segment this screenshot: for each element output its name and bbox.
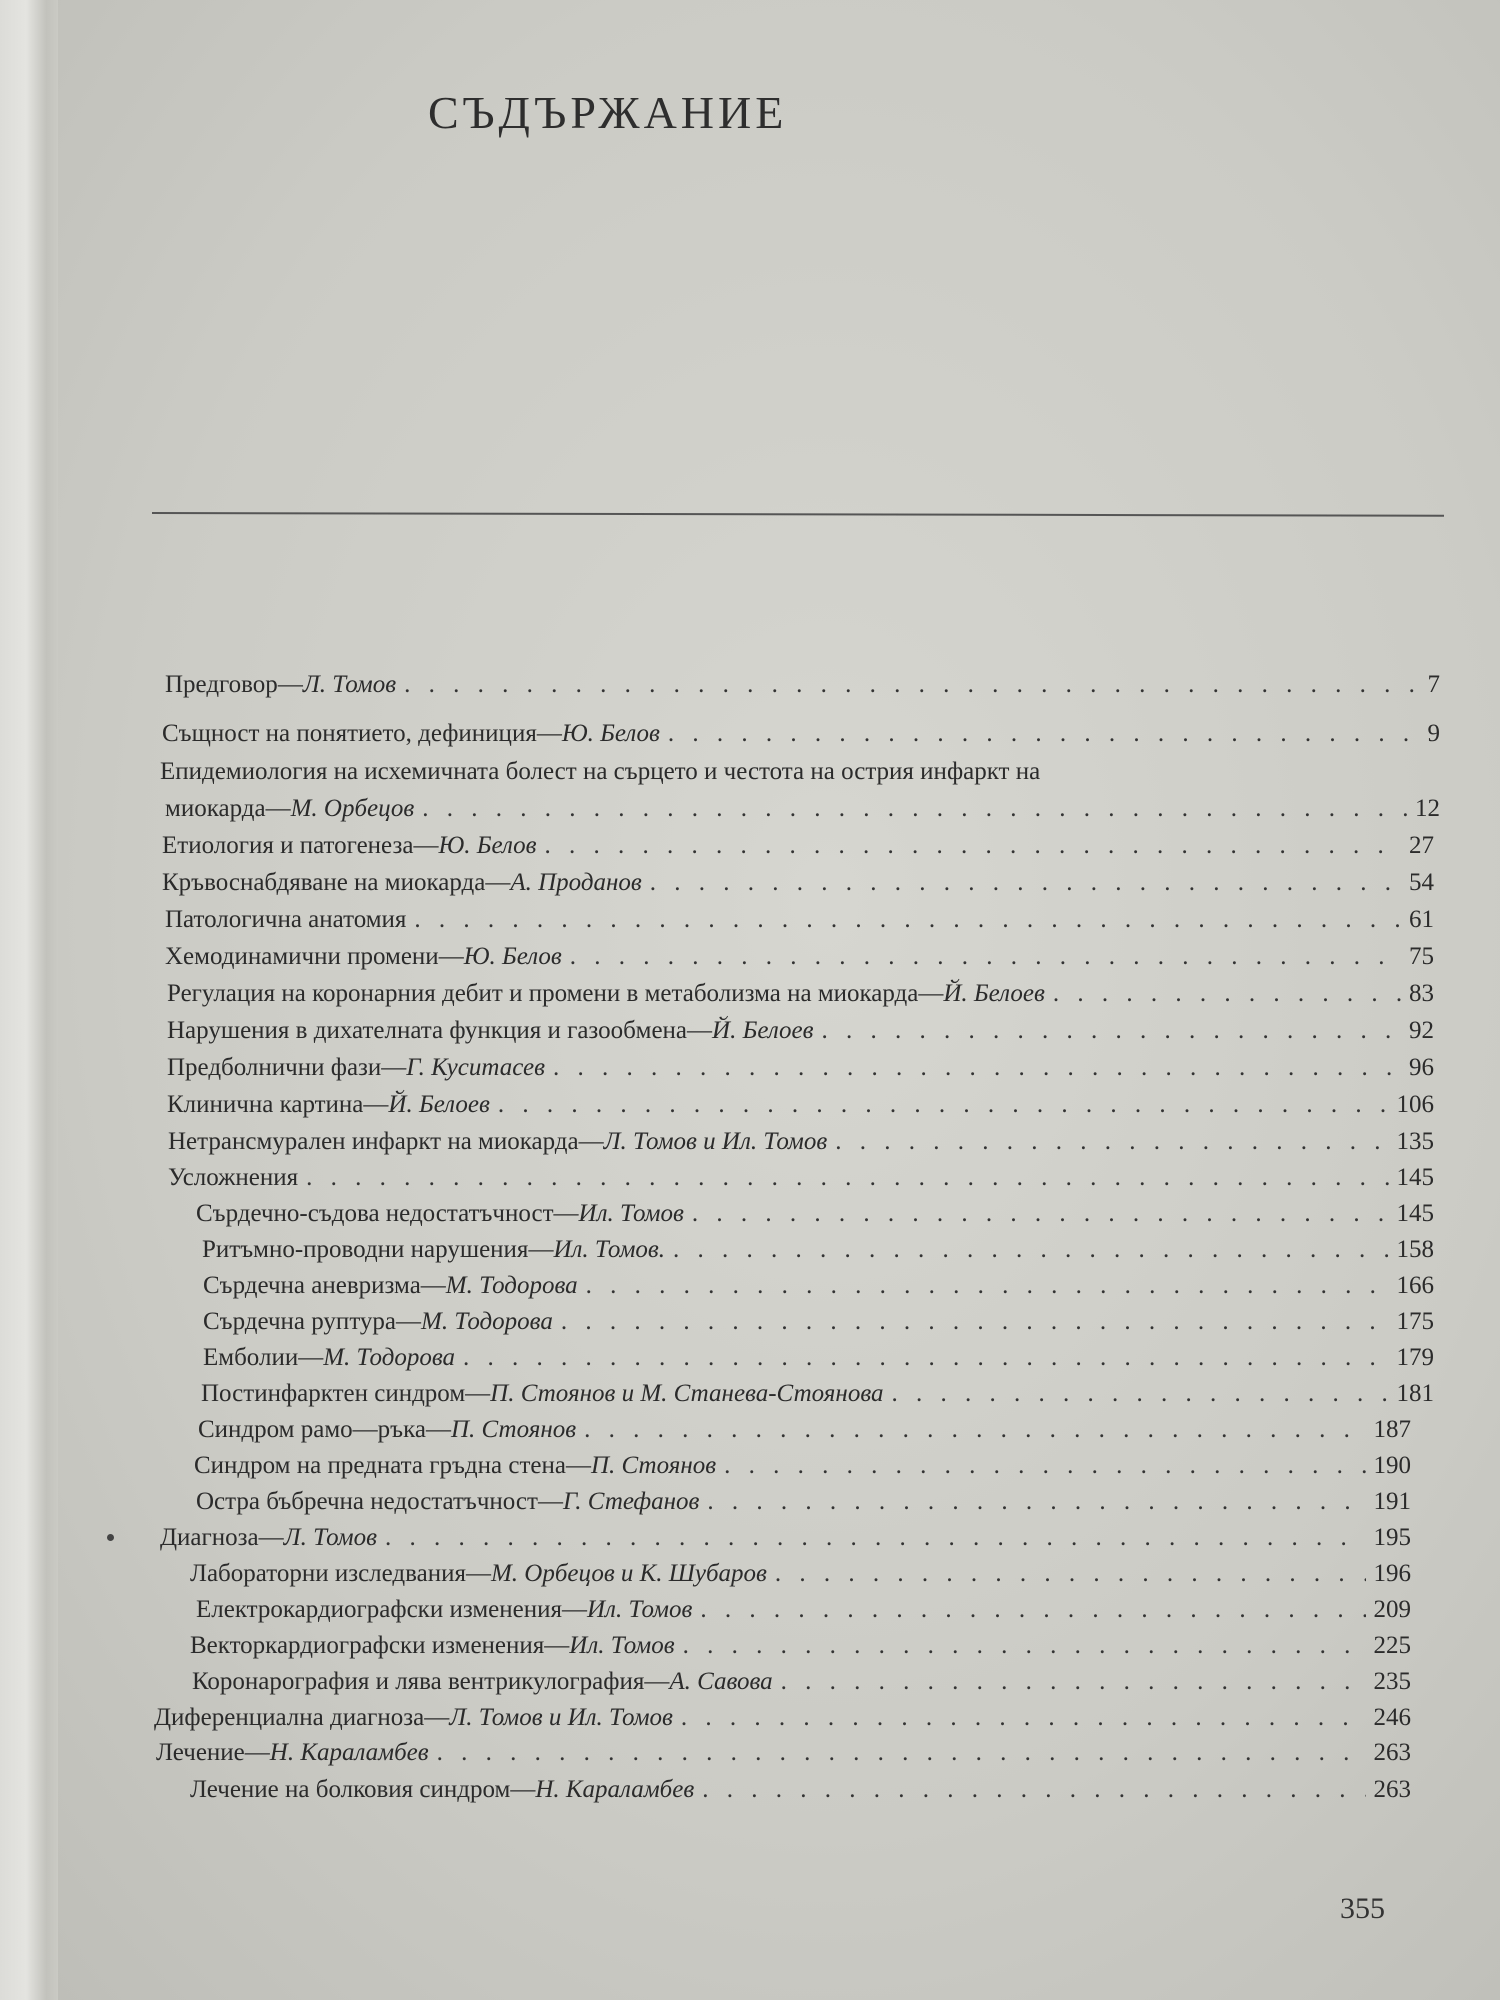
toc-entry-author: Й. Белоев [712, 1017, 814, 1044]
toc-entry-dash: — [298, 1344, 324, 1371]
toc-entry-title: Етиология и патогенеза [162, 832, 414, 859]
toc-entry-dash: — [537, 1488, 563, 1515]
toc-leader-dots [673, 1233, 1389, 1267]
toc-entry-author: М. Тодорова [445, 1272, 578, 1299]
toc-entry-dash: — [918, 980, 944, 1007]
toc-leader-dots [650, 866, 1401, 900]
toc-entry-author: Ил. Томов [578, 1200, 684, 1227]
toc-entry-dash: — [363, 1091, 389, 1118]
toc-entry [165, 903, 1434, 937]
toc-entry-page: 135 [1396, 1128, 1434, 1155]
toc-entry-dash: — [438, 943, 464, 970]
toc-entry-title: Хемодинамични промени [165, 943, 439, 970]
toc-entry-page: 175 [1396, 1308, 1434, 1335]
toc-entry-dash: — [562, 1596, 587, 1623]
toc-entry-dash: — [396, 1308, 422, 1335]
toc-entry-page: 263 [1373, 1739, 1411, 1766]
page-number: 355 [1340, 1892, 1385, 1925]
toc-entry-page: 246 [1373, 1704, 1411, 1731]
toc-entry-page: 187 [1373, 1416, 1411, 1443]
toc-leader-dots [414, 903, 1401, 937]
toc-entry-dash: — [425, 1416, 451, 1443]
toc-entry [165, 792, 1440, 826]
toc-subentry [198, 1413, 1411, 1447]
toc-entry-title: Синдром рамо—ръка [198, 1416, 426, 1443]
toc-subentry [203, 1269, 1434, 1303]
toc-entry-author: П. Стоянов и М. Станева-Стоянова [490, 1380, 884, 1407]
toc-entry-dash: — [528, 1236, 554, 1263]
toc-leader-dots [692, 1197, 1389, 1231]
toc-subentry [190, 1773, 1411, 1807]
toc-entry-dash: — [420, 1272, 446, 1299]
toc-entry-author: Г. Куситасев [406, 1054, 545, 1081]
toc-entry [154, 1701, 1411, 1735]
toc-entry-page: 106 [1396, 1091, 1434, 1118]
toc-entry-title: Диагноза [160, 1524, 259, 1551]
toc-entry-dash: — [578, 1128, 604, 1155]
toc-entry-title: Емболии [203, 1344, 299, 1371]
toc-leader-dots [707, 1485, 1365, 1519]
toc-entry-dash: — [265, 795, 291, 822]
toc-entry [168, 1161, 1434, 1195]
toc-subentry [190, 1557, 1411, 1591]
toc-entry-page: 92 [1409, 1017, 1434, 1044]
toc-subentry [201, 1377, 1434, 1411]
toc-entry-dash: — [424, 1704, 450, 1731]
toc-leader-dots [437, 1736, 1366, 1770]
toc-entry-author: А. Савова [669, 1668, 773, 1695]
toc-entry [167, 1051, 1434, 1085]
toc-entry-author: Й. Белоев [388, 1091, 490, 1118]
toc-entry-page: 145 [1396, 1164, 1434, 1191]
toc-entry-author: Ю. Белов [438, 832, 537, 859]
toc-entry-author: М. Тодорова [323, 1344, 456, 1371]
toc-entry-title: Векторкардиографски изменения [190, 1632, 545, 1659]
toc-entry [167, 1014, 1434, 1048]
toc-entry-author: Л. Томов и Ил. Томов [449, 1704, 673, 1731]
toc-entry-dash: — [413, 832, 439, 859]
toc-leader-dots [586, 1269, 1389, 1303]
toc-entry-title: Регулация на коронарния дебит и промени в метаболизма на миокарда [167, 980, 919, 1007]
toc-entry-page: 190 [1373, 1452, 1411, 1479]
toc-entry-author: П. Стоянов [590, 1452, 717, 1479]
toc-entry-dash: — [465, 1560, 491, 1587]
toc-entry-dash: — [510, 1776, 536, 1803]
toc-entry-dash: — [258, 1524, 284, 1551]
toc-subentry [202, 1233, 1434, 1267]
toc-entry-author: Л. Томов и Ил. Томов [603, 1128, 828, 1155]
toc-entry-author: Ю. Белов [561, 720, 660, 747]
toc-subentry [194, 1449, 1411, 1483]
toc-subentry [190, 1629, 1411, 1663]
toc-leader-dots [385, 1521, 1366, 1555]
toc-entry-title: Електрокардиографски изменения [196, 1596, 562, 1623]
toc-entry-author: Ю. Белов [463, 943, 562, 970]
page-title: СЪДЪРЖАНИЕ [428, 87, 788, 138]
toc-entry-page: 12 [1415, 795, 1440, 822]
toc-leader-dots [306, 1161, 1388, 1195]
toc-entry [156, 1736, 1411, 1770]
toc-entry-page: 166 [1396, 1272, 1434, 1299]
toc-leader-dots [835, 1125, 1388, 1159]
toc-entry-page: 7 [1427, 671, 1440, 698]
toc-entry-title: Лабораторни изследвания [190, 1560, 466, 1587]
toc-entry-title: Предболнични фази [167, 1054, 382, 1081]
toc-entry-dash: — [544, 1632, 570, 1659]
toc-entry-page: 96 [1409, 1054, 1434, 1081]
toc-entry-title: Нетрансмурален инфаркт на миокарда [168, 1128, 579, 1155]
toc-entry-author: М. Орбецов [290, 795, 415, 822]
toc-entry [162, 866, 1434, 900]
toc-entry-author: Ил. Томов. [553, 1236, 665, 1263]
toc-leader-dots [570, 940, 1401, 974]
toc-entry-author: Ил. Томов [587, 1596, 693, 1623]
toc-entry-page: 196 [1373, 1560, 1411, 1587]
toc-leader-dots [892, 1377, 1389, 1411]
toc-entry-page: 158 [1396, 1236, 1434, 1263]
toc-leader-dots [545, 829, 1401, 863]
toc-entry-title: Коронарография и лява вентрикулография [192, 1668, 645, 1695]
toc-leader-dots [683, 1629, 1366, 1663]
toc-leader-dots [668, 717, 1420, 751]
toc-entry-title: Кръвоснабдяване на миокарда [162, 869, 486, 896]
toc-entry-title: Нарушения в дихателната функция и газообмена [167, 1017, 688, 1044]
toc-entry-title: Сърдечно-съдова недостатъчност [196, 1200, 554, 1227]
toc-entry-author: Л. Томов [302, 671, 397, 698]
toc-subentry [196, 1593, 1411, 1627]
toc-leader-dots [463, 1341, 1388, 1375]
toc-entry-dash: — [553, 1200, 579, 1227]
toc-subentry [192, 1665, 1411, 1699]
toc-leader-dots [781, 1665, 1366, 1699]
toc-entry [160, 1521, 1411, 1555]
toc-entry-title: Постинфарктен синдром [201, 1380, 466, 1407]
toc-leader-dots [561, 1305, 1389, 1339]
toc-entry-page: 179 [1396, 1344, 1434, 1371]
toc-entry-title-continued: миокарда [165, 795, 266, 822]
toc-leader-dots [775, 1557, 1366, 1591]
toc-entry-author: Н. Караламбев [535, 1776, 695, 1803]
toc-entry-dash: — [465, 1380, 491, 1407]
toc-entry-author: Н. Караламбев [269, 1739, 429, 1766]
toc-entry-author: Л. Томов [283, 1524, 377, 1551]
toc-leader-dots [1053, 977, 1401, 1011]
toc-entry-page: 54 [1409, 869, 1434, 896]
toc-entry-page: 225 [1373, 1632, 1411, 1659]
toc-entry-title: Синдром на предната гръдна стена [194, 1452, 566, 1479]
toc-entry-title: Клинична картина [167, 1091, 364, 1118]
toc-entry-page: 191 [1373, 1488, 1411, 1515]
toc-subentry [196, 1485, 1411, 1519]
toc-entry-dash: — [381, 1054, 407, 1081]
toc-entry-page: 27 [1409, 832, 1434, 859]
toc-entry-title: Диференциална диагноза [154, 1704, 425, 1731]
toc-leader-dots [404, 668, 1419, 702]
toc-subentry [196, 1197, 1434, 1231]
toc-entry-dash: — [485, 869, 511, 896]
toc-entry-title: Предговор [165, 671, 278, 698]
toc-entry-author: А. Проданов [510, 869, 642, 896]
toc-entry [167, 1088, 1434, 1122]
toc-leader-dots [584, 1413, 1365, 1447]
toc-entry-page: 209 [1373, 1596, 1411, 1623]
toc-entry-title: Ритъмно-проводни нарушения [202, 1236, 529, 1263]
toc-entry-page: 9 [1427, 720, 1440, 747]
toc-entry-dash: — [244, 1739, 270, 1766]
toc-subentry [203, 1341, 1434, 1375]
toc-entry-author: Ил. Томов [569, 1632, 675, 1659]
toc-entry-page: 195 [1373, 1524, 1411, 1551]
toc-entry-title: Остра бъбречна недостатъчност [196, 1488, 538, 1515]
toc-entry-dash: — [277, 671, 303, 698]
toc-leader-dots [553, 1051, 1401, 1085]
toc-entry [165, 668, 1440, 702]
toc-entry-page: 75 [1409, 943, 1434, 970]
toc-entry-author: М. Тодорова [421, 1308, 553, 1335]
toc-leader-dots [422, 792, 1407, 826]
toc-entry-page: 181 [1396, 1380, 1434, 1407]
toc-subentry [203, 1305, 1434, 1339]
toc-entry [162, 829, 1434, 863]
toc-entry-title: Сърдечна руптура [203, 1308, 397, 1335]
toc-entry-page: 83 [1409, 980, 1434, 1007]
toc-leader-dots [724, 1449, 1365, 1483]
toc-entry-author: Й. Белоев [943, 980, 1045, 1007]
toc-entry [168, 1125, 1434, 1159]
toc-entry-title: Лечение на болковия синдром [190, 1776, 511, 1803]
toc-leader-dots [498, 1088, 1389, 1122]
toc-leader-dots [821, 1014, 1401, 1048]
toc-entry [165, 940, 1434, 974]
toc-entry-page: 145 [1396, 1200, 1434, 1227]
toc-entry-author: М. Орбецов и К. Шубаров [490, 1560, 767, 1587]
toc-entry-title: Епидемиология на исхемичната болест на сърцето и честота на острия инфаркт на [160, 758, 1041, 785]
toc-entry-author: П. Стоянов [450, 1416, 577, 1443]
toc-entry [167, 977, 1434, 1011]
toc-entry-page: 61 [1409, 906, 1434, 933]
toc-entry-title: Същност на понятието, дефиниция [162, 720, 537, 747]
toc-leader-dots [702, 1773, 1365, 1807]
toc-entry [162, 717, 1440, 751]
toc-entry-dash: — [565, 1452, 591, 1479]
toc-entry-dash: — [644, 1668, 670, 1695]
toc-entry-dash: — [536, 720, 562, 747]
toc-entry-title: Лечение [156, 1739, 245, 1766]
toc-leader-dots [700, 1593, 1365, 1627]
toc-entry-dash: — [687, 1017, 713, 1044]
toc-entry-author: Г. Стефанов [562, 1488, 700, 1515]
toc-entry-page: 263 [1373, 1776, 1411, 1803]
toc-entry-title: Усложнения [168, 1164, 299, 1191]
toc-leader-dots [681, 1701, 1366, 1735]
toc-entry-page: 235 [1373, 1668, 1411, 1695]
toc-entry-title: Сърдечна аневризма [203, 1272, 421, 1299]
toc-entry-title: Патологична анатомия [165, 906, 407, 933]
